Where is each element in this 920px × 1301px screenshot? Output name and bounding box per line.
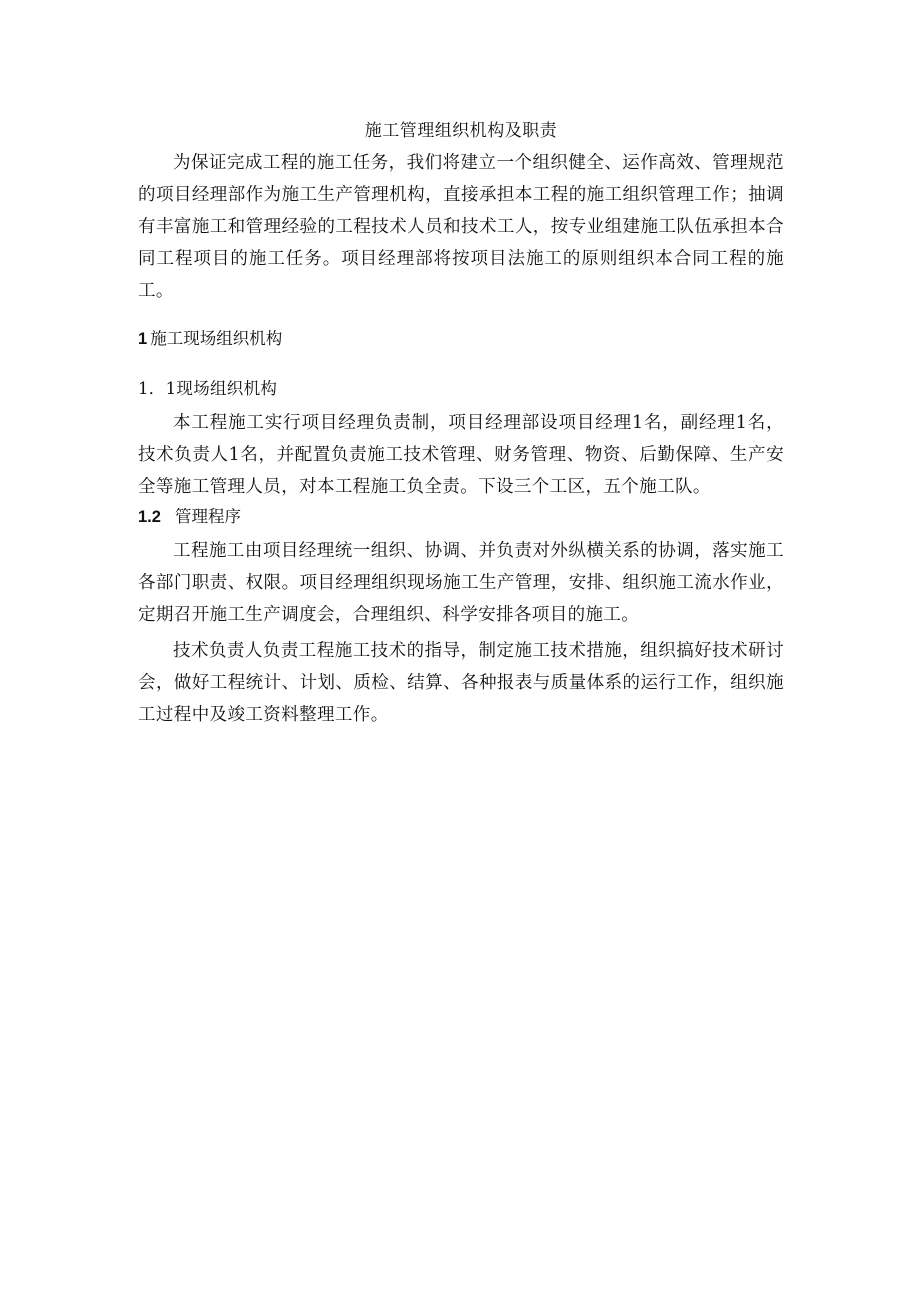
section-1-2-paragraph-2: 技术负责人负责工程施工技术的指导，制定施工技术措施，组织搞好技术研讨会，做好工程统计、计划、质检、结算、各种报表与质量体系的运行工作，组织施工过程中及竣工资料整理工作。 (138, 641, 784, 725)
section-1-number: 1 (138, 330, 148, 348)
section-1-heading (138, 325, 784, 353)
document-title: 施工管理组织机构及职责 (364, 121, 558, 141)
section-1-2-heading (138, 503, 784, 531)
intro-paragraph: 为保证完成工程的施工任务，我们将建立一个组织健全、运作高效、管理规范的项目经理部作为施工生产管理机构，直接承担本工程的施工组织管理工作；抽调有丰富施工和管理经验的工程技术人员和技术工人，按专业组建施工队伍承担本合同工程项目的施工任务。项目经理部将按项目法施工的原则组织本合同工程的施工。 (138, 153, 784, 301)
section-1-1-heading: 1．1现场组织机构 (138, 379, 278, 398)
section-1-title: 施工现场组织机构 (150, 330, 283, 348)
section-1-1-paragraph: 本工程施工实行项目经理负责制，项目经理部设项目经理1名，副经理1名，技术负责人1名，并配置负责施工技术管理、财务管理、物资、后勤保障、生产安全等施工管理人员，对本工程施工负全责。下设三个工区，五个施工队。 (138, 413, 784, 497)
document-body (138, 117, 784, 731)
section-1-2-number: 1.2 (138, 508, 161, 526)
section-1-2-paragraph-1: 工程施工由项目经理统一组织、协调、并负责对外纵横关系的协调，落实施工各部门职责、权限。项目经理组织现场施工生产管理，安排、组织施工流水作业，定期召开施工生产调度会，合理组织、科学安排各项目的施工。 (138, 541, 784, 625)
section-1-2-title: 管理程序 (174, 508, 241, 526)
